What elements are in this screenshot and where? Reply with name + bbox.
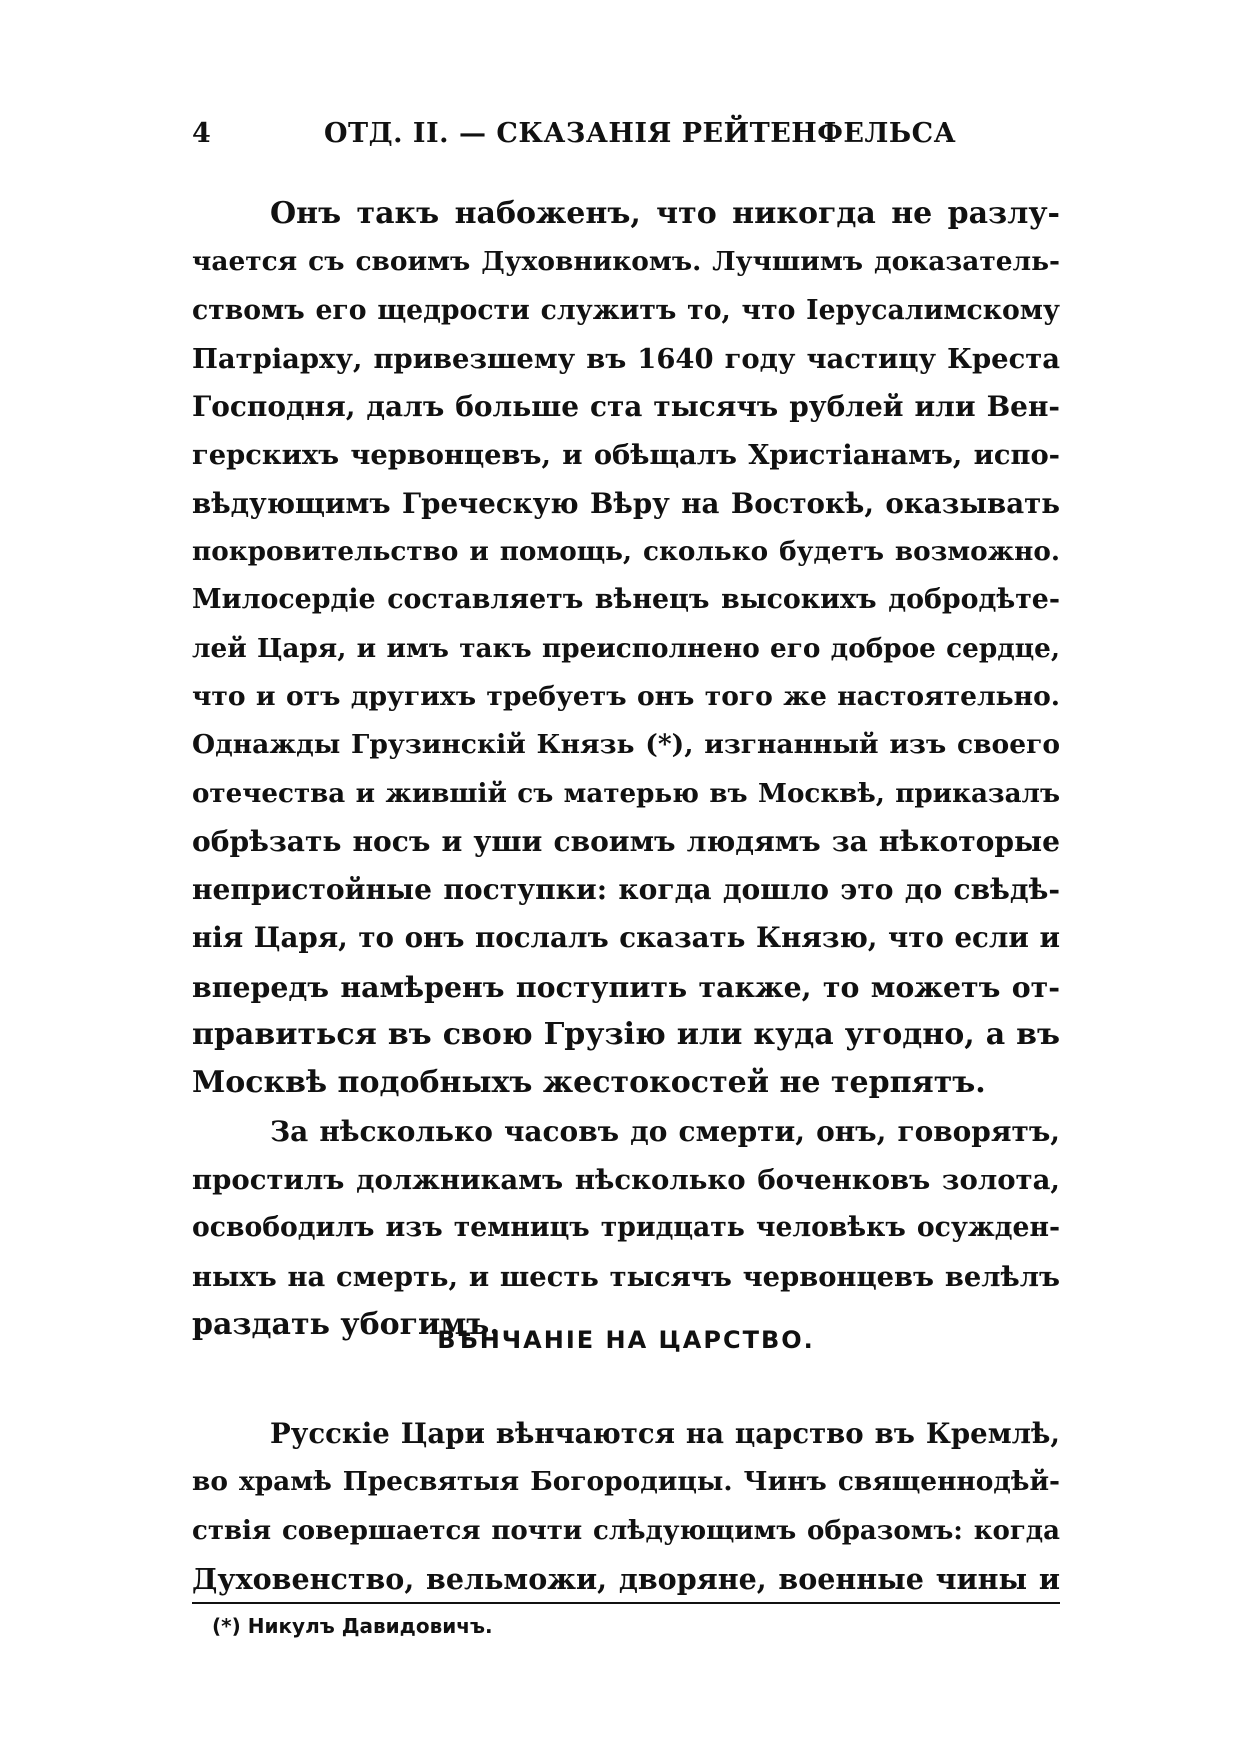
text-line: обрѣзать носъ и уши своимъ людямъ за нѣкоторые xyxy=(192,824,1060,858)
text-line: правиться въ свою Грузiю или куда угодно, а въ xyxy=(192,1017,1060,1053)
text-line: что и отъ другихъ требуетъ онъ того же настоятельно. xyxy=(192,680,1060,712)
text-line: Москвѣ подобныхъ жестокостей не терпятъ. xyxy=(192,1065,986,1101)
text-line: Русскiе Цари вѣнчаются на царство въ Кремлѣ, xyxy=(270,1418,1060,1450)
text-line: Патрiарху, привезшему въ 1640 году частицу Креста xyxy=(192,342,1060,375)
text-line: ствомъ его щедрости служитъ то, что Iерусалимскому xyxy=(192,294,1060,326)
text-line: вѣдующимъ Греческую Вѣру на Востокѣ, оказывать xyxy=(192,486,1060,520)
text-line: Господня, далъ больше ста тысячъ рублей или Вен- xyxy=(192,390,1060,424)
text-line: нiя Царя, то онъ послалъ сказать Князю, что если и xyxy=(192,921,1060,955)
page-header xyxy=(192,118,1062,158)
text-line: отечества и жившiй съ матерью въ Москвѣ, приказалъ xyxy=(192,777,1060,809)
section-text xyxy=(192,1410,1060,1603)
paragraph-1 xyxy=(192,190,1060,1108)
text-line: лей Царя, и имъ такъ преисполнено его доброе сердце, xyxy=(192,632,1060,664)
text-line: герскихъ червонцевъ, и обѣщалъ Христiанамъ, испо- xyxy=(192,439,1060,472)
paragraph-3 xyxy=(192,1410,1060,1603)
text-line: освободилъ изъ темницъ тридцать человѣкъ осужден- xyxy=(192,1212,1060,1244)
text-line: раздать убогимъ. xyxy=(192,1306,500,1342)
footnote-divider xyxy=(192,1602,1060,1604)
text-line: непристойные поступки: когда дошло это до свѣдѣ- xyxy=(192,873,1060,907)
footnote: (*) Никулъ Давидовичъ. xyxy=(212,1614,493,1638)
section-title: ВѢНЧАНIЕ НА ЦАРСТВО. xyxy=(437,1326,815,1354)
text-line: ствiя совершается почти слѣдующимъ образомъ: когда xyxy=(192,1515,1060,1546)
running-head: ОТД. II. — СКАЗАНIЯ РЕЙТЕНФЕЛЬСА xyxy=(324,118,957,149)
page-number: 4 xyxy=(192,118,212,149)
text-line: чается съ своимъ Духовникомъ. Лучшимъ доказатель- xyxy=(192,246,1060,278)
text-line: впередъ намѣренъ поступить также, то можетъ от- xyxy=(192,969,1060,1004)
text-line: покровительство и помощь, сколько будетъ возможно. xyxy=(192,536,1060,568)
text-line: Милосердiе составляетъ вѣнецъ высокихъ добродѣте- xyxy=(192,584,1060,616)
main-text xyxy=(192,190,1060,1349)
text-line: Духовенство, вельможи, дворяне, военные чины и xyxy=(192,1561,1060,1596)
text-line: простилъ должникамъ нѣсколько боченковъ золота, xyxy=(192,1163,1060,1196)
text-line: ныхъ на смерть, и шесть тысячъ червонцевъ велѣлъ xyxy=(192,1260,1060,1293)
text-line: Онъ такъ набоженъ, что никогда не разлу- xyxy=(270,196,1060,231)
text-line: За нѣсколько часовъ до смерти, онъ, говорятъ, xyxy=(270,1114,1060,1148)
text-line: во храмѣ Пресвятыя Богородицы. Чинъ священнодѣй- xyxy=(192,1466,1060,1498)
text-line: Однажды Грузинскiй Князь (*), изгнанный изъ своего xyxy=(192,729,1060,761)
paragraph-2 xyxy=(192,1108,1060,1349)
